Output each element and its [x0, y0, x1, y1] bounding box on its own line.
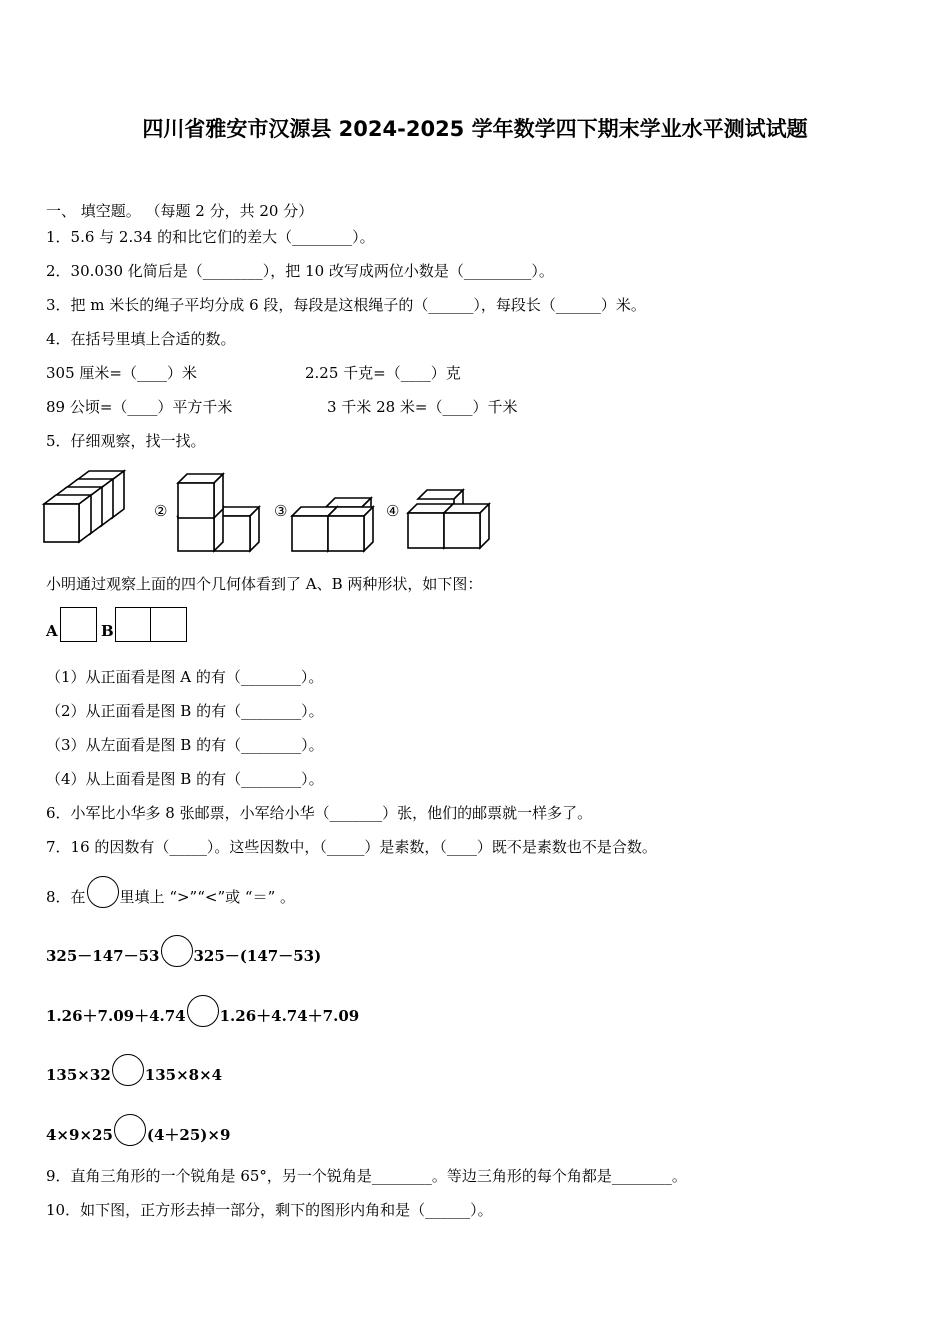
compare-row-4: [46, 1120, 230, 1152]
compare-row-2-left: 1.26＋7.09＋4.74: [46, 1007, 186, 1025]
question-4b: 2.25 千克=（____）克: [305, 364, 461, 382]
compare-row-4-right: (4＋25)×9: [146, 1126, 231, 1144]
compare-row-1-right: 325－(147－53): [193, 947, 322, 965]
compare-row-3-left: 135×32: [46, 1066, 111, 1084]
figure-label-3: ③: [274, 502, 288, 520]
figure-label-4: ④: [386, 502, 400, 520]
compare-circle-4: [114, 1114, 146, 1146]
cube-figure-1: [44, 471, 124, 542]
compare-row-1-left: 325－147－53: [46, 947, 160, 965]
question-4-stem: 4．在括号里填上合适的数。: [46, 330, 236, 348]
page-title: 四川省雅安市汉源县 2024-2025 学年数学四下期末学业水平测试试题: [142, 117, 808, 141]
question-4c: 89 公顷=（____）平方千米: [46, 398, 233, 416]
compare-circle-3: [112, 1054, 144, 1086]
question-5-stem: 5．仔细观察，找一找。: [46, 432, 206, 450]
question-8-stem: [46, 882, 295, 914]
compare-row-4-left: 4×9×25: [46, 1126, 113, 1144]
compare-row-3-right: 135×8×4: [144, 1066, 223, 1084]
question-4d: 3 千米 28 米=（____）千米: [327, 398, 518, 416]
section-heading: 一、 填空题。 （每题 2 分，共 20 分）: [46, 202, 314, 220]
question-6: 6．小军比小华多 8 张邮票，小军给小华（_______）张，他们的邮票就一样多了。: [46, 804, 593, 822]
question-7: 7．16 的因数有（_____）。这些因数中，（_____）是素数，（____）既不是素数也不是合数。: [46, 838, 657, 856]
shape-b-square-right: [150, 607, 187, 642]
shape-a-label: A: [46, 622, 58, 640]
question-5-sub4: （4）从上面看是图 B 的有（________）。: [46, 770, 324, 788]
question-4a: 305 厘米=（____）米: [46, 364, 197, 382]
question-5-sub2: （2）从正面看是图 B 的有（________）。: [46, 702, 324, 720]
compare-row-2: [46, 1001, 359, 1033]
shape-a-square: [60, 607, 97, 642]
question-3: 3．把 m 米长的绳子平均分成 6 段，每段是这根绳子的（______），每段长（______）米。: [46, 296, 646, 314]
question-8-pre: 8．在: [46, 888, 86, 906]
question-9: 9．直角三角形的一个锐角是 65°，另一个锐角是________。等边三角形的每个角都是________。: [46, 1167, 687, 1185]
cube-figures: [0, 460, 520, 560]
shape-b-square-left: [115, 607, 152, 642]
question-2: 2．30.030 化简后是（________），把 10 改写成两位小数是（_________）。: [46, 262, 554, 280]
compare-row-1: [46, 941, 321, 973]
compare-circle-1: [161, 935, 193, 967]
compare-row-3: [46, 1060, 222, 1092]
question-10: 10．如下图，正方形去掉一部分，剩下的图形内角和是（______）。: [46, 1201, 493, 1219]
question-8-post: 里填上 “>”“<”或 “＝” 。: [119, 888, 295, 906]
compare-row-2-right: 1.26＋4.74＋7.09: [219, 1007, 360, 1025]
compare-circle: [87, 876, 119, 908]
compare-circle-2: [187, 995, 219, 1027]
question-5-intro: 小明通过观察上面的四个几何体看到了 A、B 两种形状，如下图：: [46, 575, 483, 593]
question-5-sub1: （1）从正面看是图 A 的有（________）。: [46, 668, 324, 686]
figure-label-2: ②: [154, 502, 168, 520]
question-1: 1．5.6 与 2.34 的和比它们的差大（________）。: [46, 228, 375, 246]
cube-figure-4: [408, 490, 489, 548]
shape-b-label: B: [101, 622, 114, 640]
cube-figure-2: [178, 474, 259, 551]
cube-figure-3: [292, 498, 373, 551]
question-5-sub3: （3）从左面看是图 B 的有（________）。: [46, 736, 324, 754]
